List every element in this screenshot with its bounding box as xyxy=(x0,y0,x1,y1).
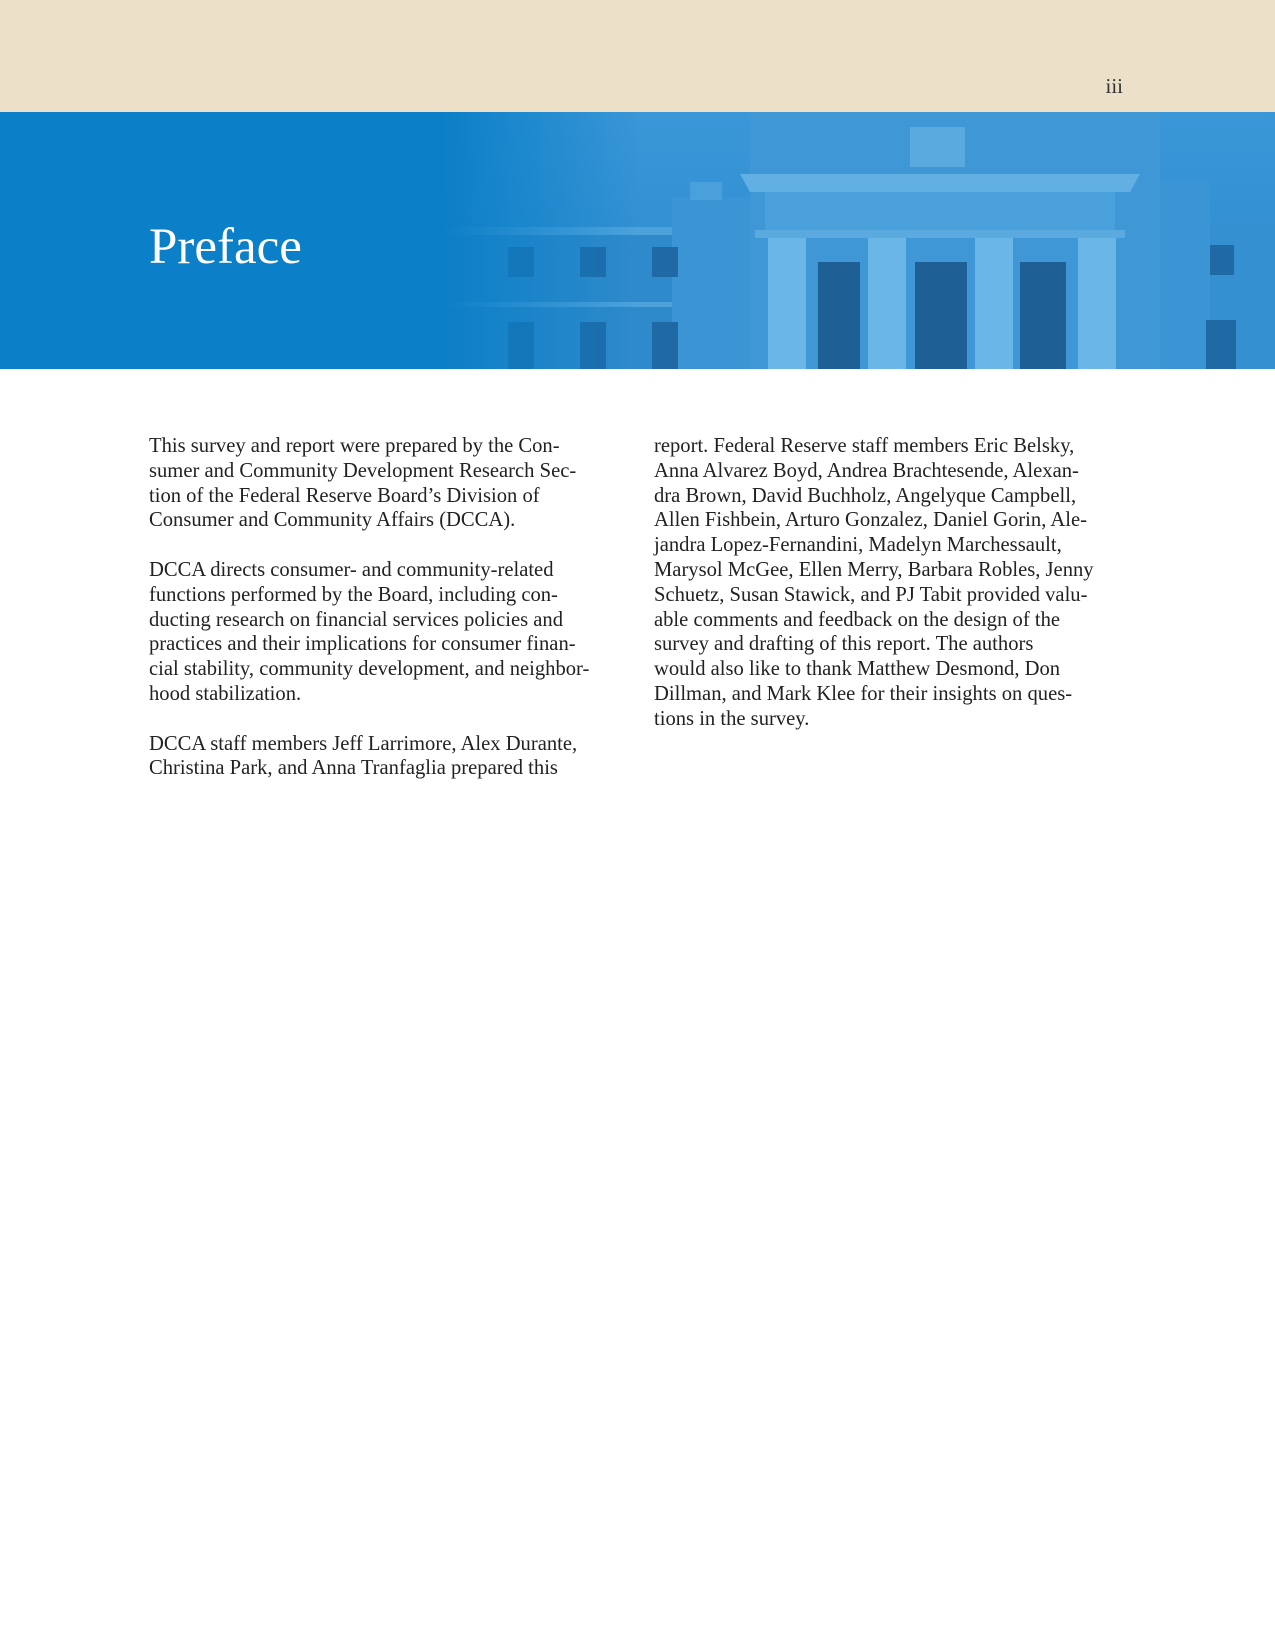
text-line: Dillman, and Mark Klee for their insights on ques- xyxy=(654,682,1073,705)
text-line: survey and drafting of this report. The authors xyxy=(654,633,1034,656)
text-line: tion of the Federal Reserve Board’s Division of xyxy=(149,484,540,507)
text-line: This survey and report were prepared by the Con- xyxy=(149,435,560,457)
chapter-banner xyxy=(0,112,1275,369)
text-line: DCCA staff members Jeff Larrimore, Alex Durante, xyxy=(149,732,578,755)
chapter-title: Preface xyxy=(149,219,302,275)
text-column-left xyxy=(149,434,629,781)
page-number: iii xyxy=(1105,74,1123,98)
text-line: able comments and feedback on the design of the xyxy=(654,608,1061,631)
text-line: Consumer and Community Affairs (DCCA). xyxy=(149,509,516,532)
text-line: jandra Lopez-Fernandini, Madelyn Marchessault, xyxy=(654,534,1062,557)
text-line: Schuetz, Susan Stawick, and PJ Tabit provided valu- xyxy=(654,583,1088,606)
text-line: report. Federal Reserve staff members Eric Belsky, xyxy=(654,435,1075,457)
text-line: DCCA directs consumer- and community-related xyxy=(149,558,554,581)
text-line: Marysol McGee, Ellen Merry, Barbara Robles, Jenny xyxy=(654,558,1094,581)
text-line: cial stability, community development, and neighbor- xyxy=(149,658,590,681)
text-line: sumer and Community Development Research Sec- xyxy=(149,459,577,482)
paragraph xyxy=(654,434,1134,732)
text-line: functions performed by the Board, including con- xyxy=(149,583,558,606)
text-line: Christina Park, and Anna Tranfaglia prepared this xyxy=(149,757,558,780)
text-line: Anna Alvarez Boyd, Andrea Brachtesende, Alexan- xyxy=(654,459,1079,482)
text-column-right xyxy=(654,434,1134,732)
paragraph xyxy=(149,558,629,707)
paragraph xyxy=(149,732,629,782)
text-line: Allen Fishbein, Arturo Gonzalez, Daniel Gorin, Ale- xyxy=(654,509,1087,532)
text-line: tions in the survey. xyxy=(654,707,810,730)
text-line: practices and their implications for consumer finan- xyxy=(149,633,576,656)
text-line: hood stabilization. xyxy=(149,682,302,705)
text-line: ducting research on financial services policies and xyxy=(149,608,563,631)
text-line: would also like to thank Matthew Desmond, Don xyxy=(654,658,1061,681)
paragraph xyxy=(149,434,629,533)
header-band xyxy=(0,0,1275,112)
text-line: dra Brown, David Buchholz, Angelyque Campbell, xyxy=(654,484,1077,507)
